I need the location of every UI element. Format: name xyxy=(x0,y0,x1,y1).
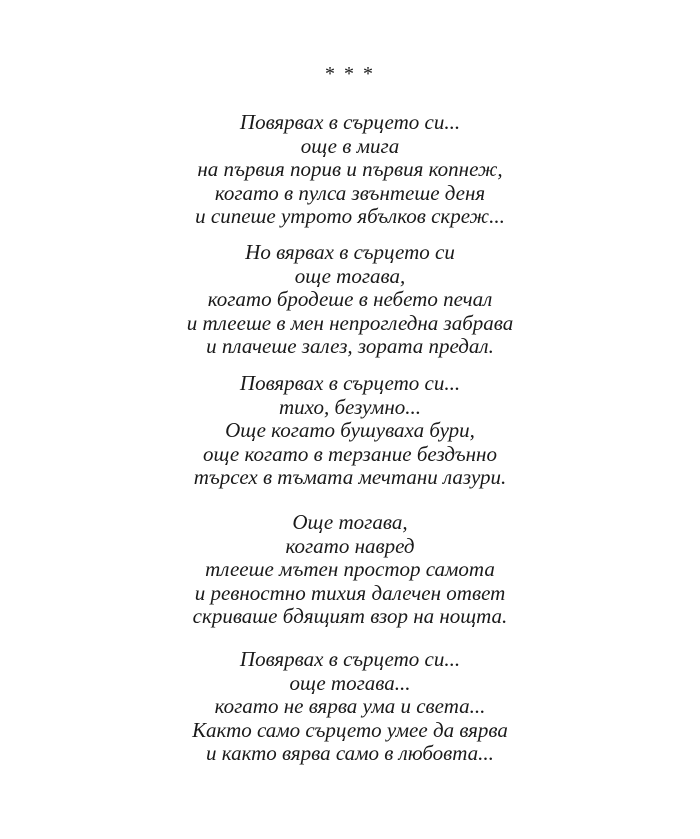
poem-line: когато навред xyxy=(285,533,415,558)
poem-line: на първия порив и първия копнеж, xyxy=(197,157,503,181)
poem-line: Но вярвах в сърцето си xyxy=(245,240,455,264)
poem-line: и тлееше в мен непрогледна забрава xyxy=(186,310,514,335)
poem-line: когато в пулса звънтеше деня xyxy=(214,180,486,205)
poem-line: Както само сърцето умее да вярва xyxy=(192,717,508,742)
poem-line: Повярвах в сърцето си... xyxy=(239,110,461,134)
poem-line: скриваше бдящият взор на нощта. xyxy=(192,604,508,628)
poem-line: и ревностно тихия далечен ответ xyxy=(194,580,506,605)
poem-line: Повярвах в сърцето си... xyxy=(239,371,461,395)
section-separator: * * * xyxy=(325,63,375,85)
poem-line: когато не вярва ума и света... xyxy=(214,694,486,718)
poem-line: още когато в терзание бездънно xyxy=(203,441,497,466)
stanza-1 xyxy=(0,111,700,229)
poem-line: търсех в тъмата мечтани лазури. xyxy=(193,465,507,489)
poem-line: Още когато бушуваха бури, xyxy=(225,418,475,442)
poem-line: тихо, безумно... xyxy=(279,394,421,419)
stanza-5 xyxy=(0,648,700,766)
poem-line: и плачеше залез, зората предал. xyxy=(206,334,494,358)
stanza-2 xyxy=(0,241,700,359)
poem-line: и както вярва само в любовта... xyxy=(206,741,494,765)
poem-line: Още тогава, xyxy=(292,510,408,534)
poem-line: Повярвах в сърцето си... xyxy=(239,647,461,671)
stanza-4 xyxy=(0,511,700,629)
poem-line: още в мига xyxy=(300,133,400,158)
poem-line: още тогава, xyxy=(294,263,406,288)
poem-line: когато бродеше в небето печал xyxy=(207,287,493,311)
poem-line: тлееше мътен простор самота xyxy=(205,557,495,581)
stanza-3 xyxy=(0,372,700,490)
poem-line: и сипеше утрото ябълков скреж... xyxy=(195,204,505,228)
poem-line: още тогава... xyxy=(289,670,411,695)
